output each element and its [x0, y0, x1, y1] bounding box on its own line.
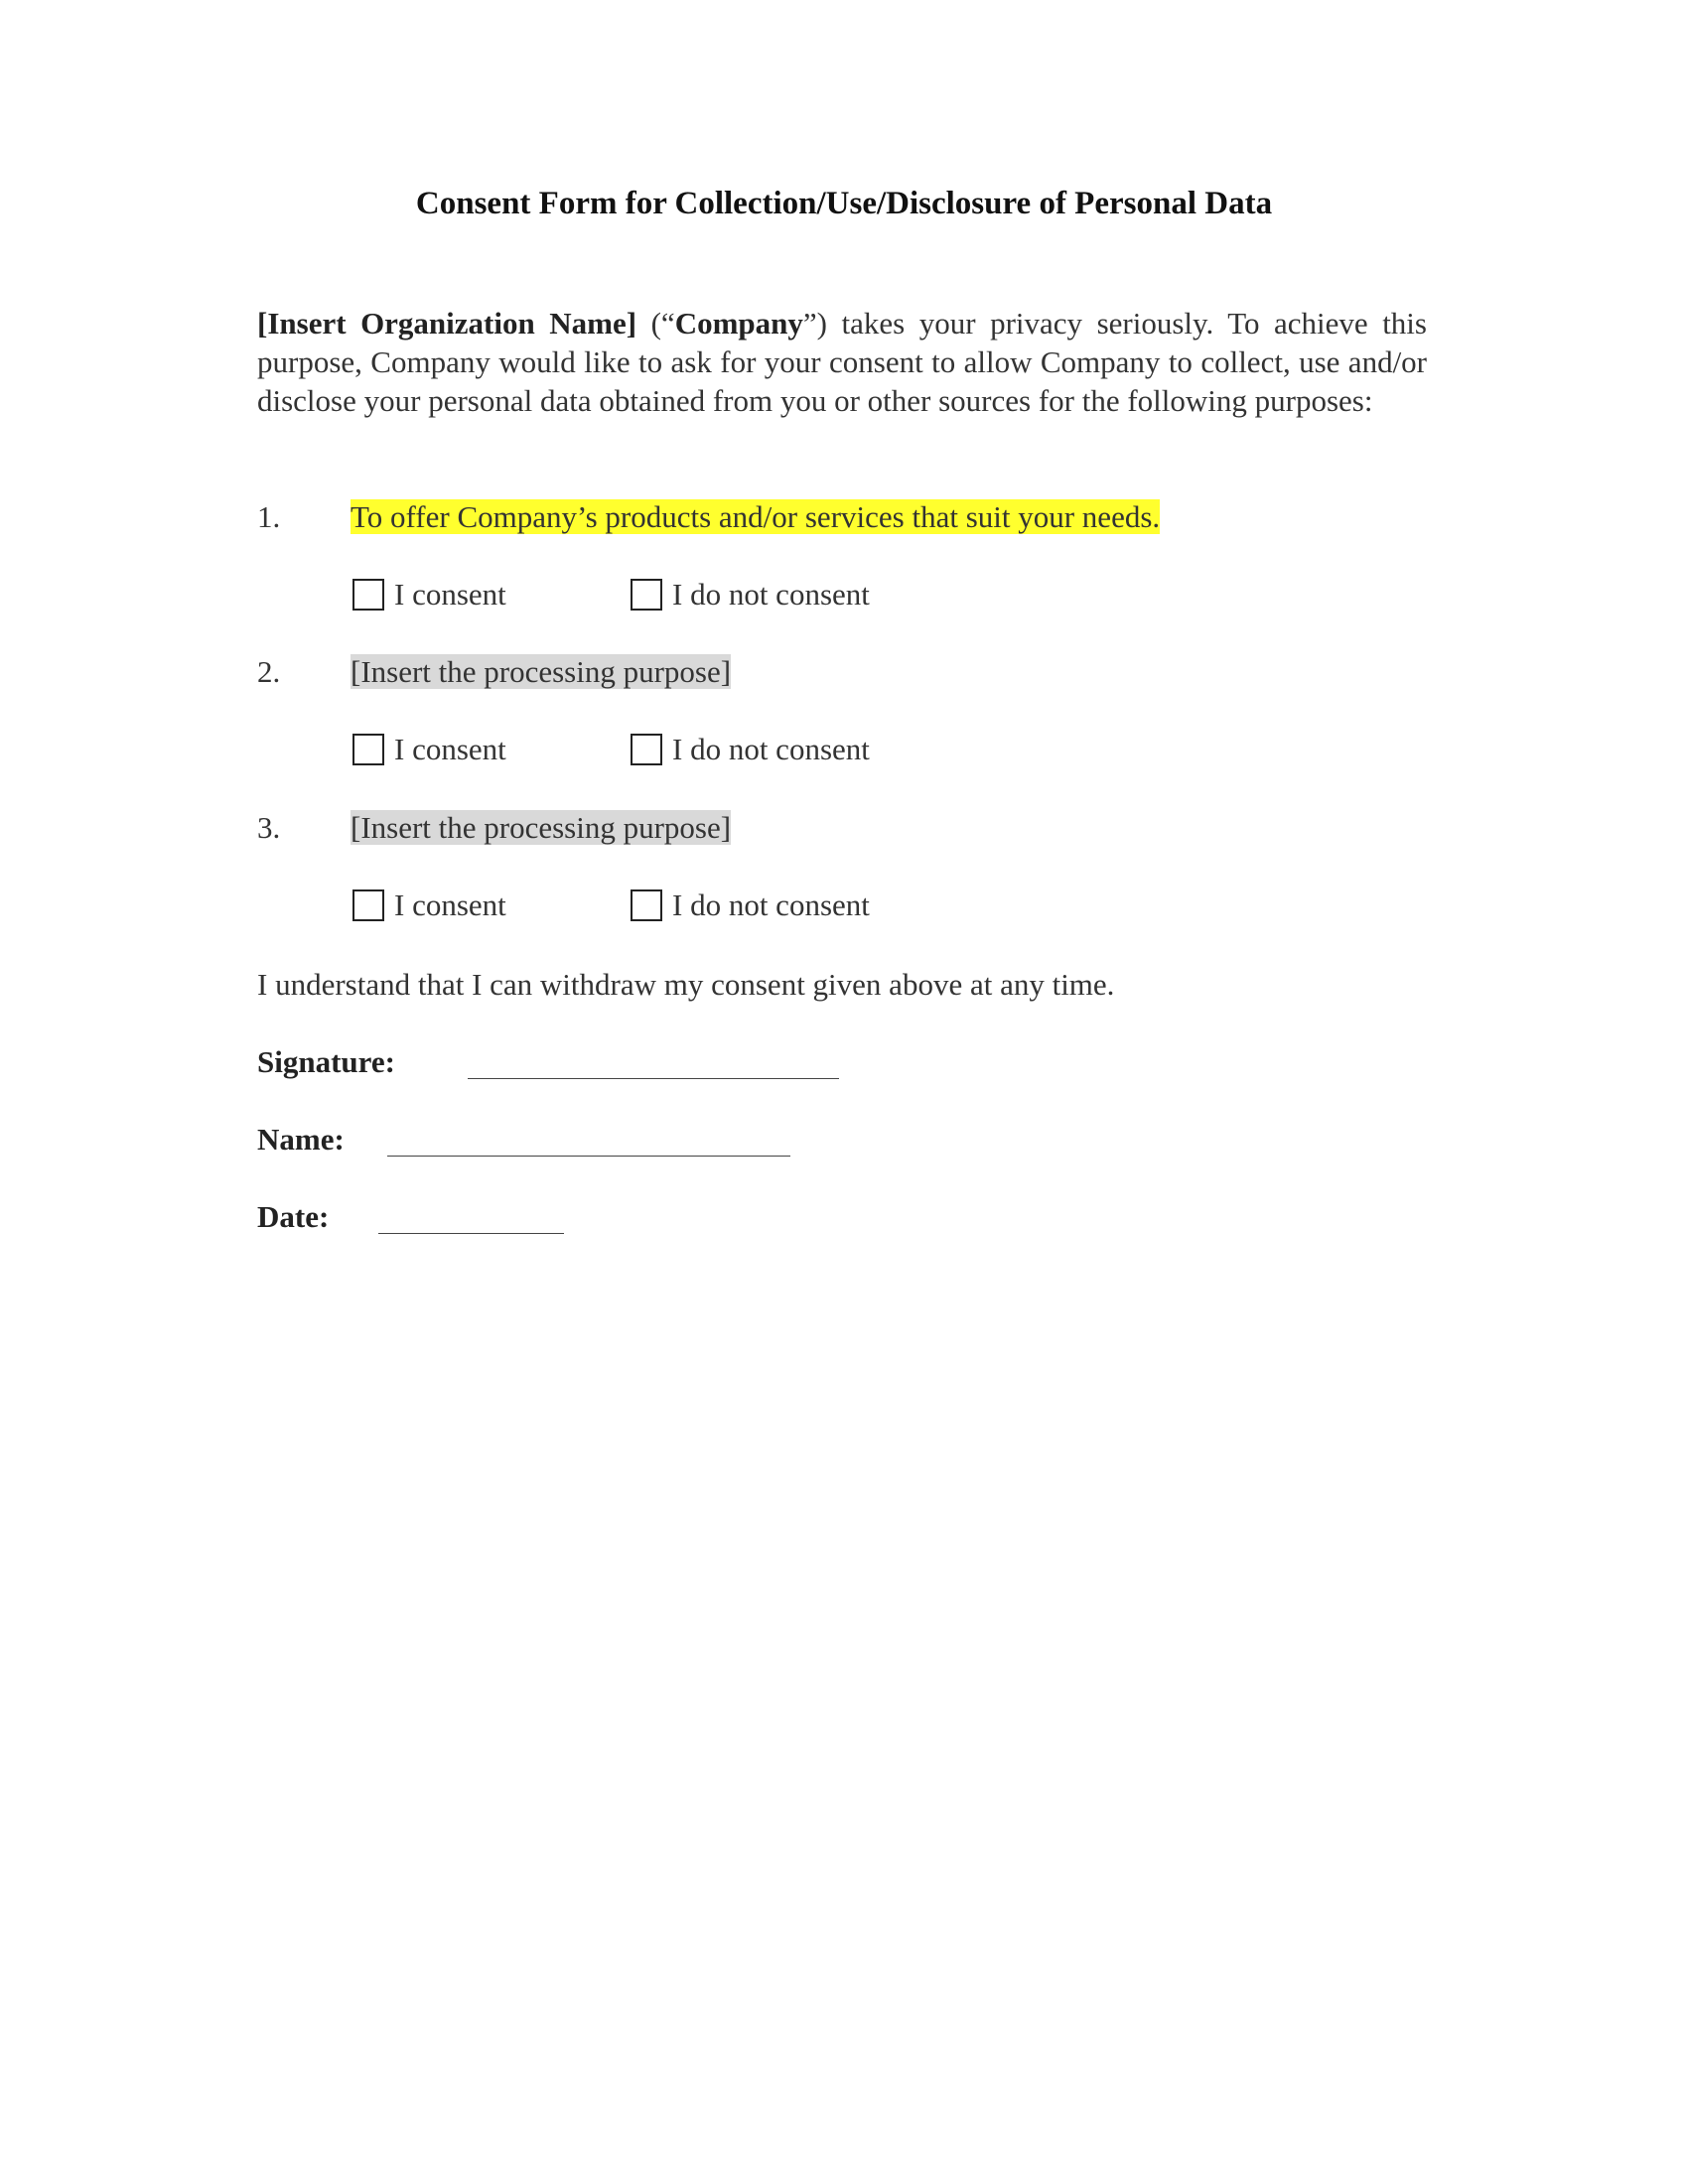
not-consent-checkbox[interactable]: [631, 734, 662, 765]
purpose-item-2: [257, 652, 731, 691]
page-title: Consent Form for Collection/Use/Disclosure of Personal Data: [415, 186, 1273, 221]
consent-label: I consent: [394, 577, 506, 612]
signature-field: [257, 1042, 395, 1081]
consent-checkbox[interactable]: [352, 734, 384, 765]
not-consent-option[interactable]: [631, 730, 870, 768]
withdraw-statement: I understand that I can withdraw my consent given above at any time.: [257, 967, 1115, 1002]
name-field: [257, 1120, 345, 1159]
purpose-number: 2.: [257, 654, 281, 689]
signature-label: Signature:: [257, 1044, 395, 1079]
not-consent-checkbox[interactable]: [631, 889, 662, 921]
purpose-text-placeholder: [Insert the processing purpose]: [351, 654, 732, 689]
date-label: Date:: [257, 1199, 330, 1234]
date-field: [257, 1197, 329, 1236]
name-label: Name:: [257, 1122, 345, 1157]
purpose-item-1: [257, 497, 1160, 536]
not-consent-label: I do not consent: [672, 577, 870, 612]
purpose-item-3: [257, 808, 731, 847]
purpose-text: To offer Company’s products and/or services that suit your needs.: [351, 499, 1161, 534]
organization-name-placeholder: [Insert Organization Name]: [257, 306, 637, 341]
not-consent-checkbox[interactable]: [631, 579, 662, 611]
consent-checkbox[interactable]: [352, 579, 384, 611]
consent-option[interactable]: [352, 730, 506, 768]
consent-option[interactable]: [352, 575, 506, 614]
consent-checkbox[interactable]: [352, 889, 384, 921]
purpose-number: 3.: [257, 810, 281, 845]
not-consent-option[interactable]: [631, 886, 870, 924]
date-line[interactable]: [378, 1197, 564, 1234]
consent-option[interactable]: [352, 886, 506, 924]
purpose-number: 1.: [257, 499, 281, 534]
consent-label: I consent: [394, 887, 506, 922]
not-consent-label: I do not consent: [672, 887, 870, 922]
name-line[interactable]: [387, 1120, 790, 1157]
intro-open-quote: (“: [636, 306, 675, 341]
intro-paragraph: [257, 304, 1427, 420]
company-defined-term: Company: [674, 306, 803, 341]
intro-body-text: ”) takes your privacy seriously. To achieve this purpose, Company would like to ask for your consent to allow Company to collect, use and/or disclose your personal data obtained from you or other sources for the following purposes:: [257, 306, 1427, 418]
not-consent-label: I do not consent: [672, 732, 870, 766]
signature-line[interactable]: [468, 1042, 839, 1079]
consent-label: I consent: [394, 732, 506, 766]
purpose-text-placeholder: [Insert the processing purpose]: [351, 810, 732, 845]
not-consent-option[interactable]: [631, 575, 870, 614]
